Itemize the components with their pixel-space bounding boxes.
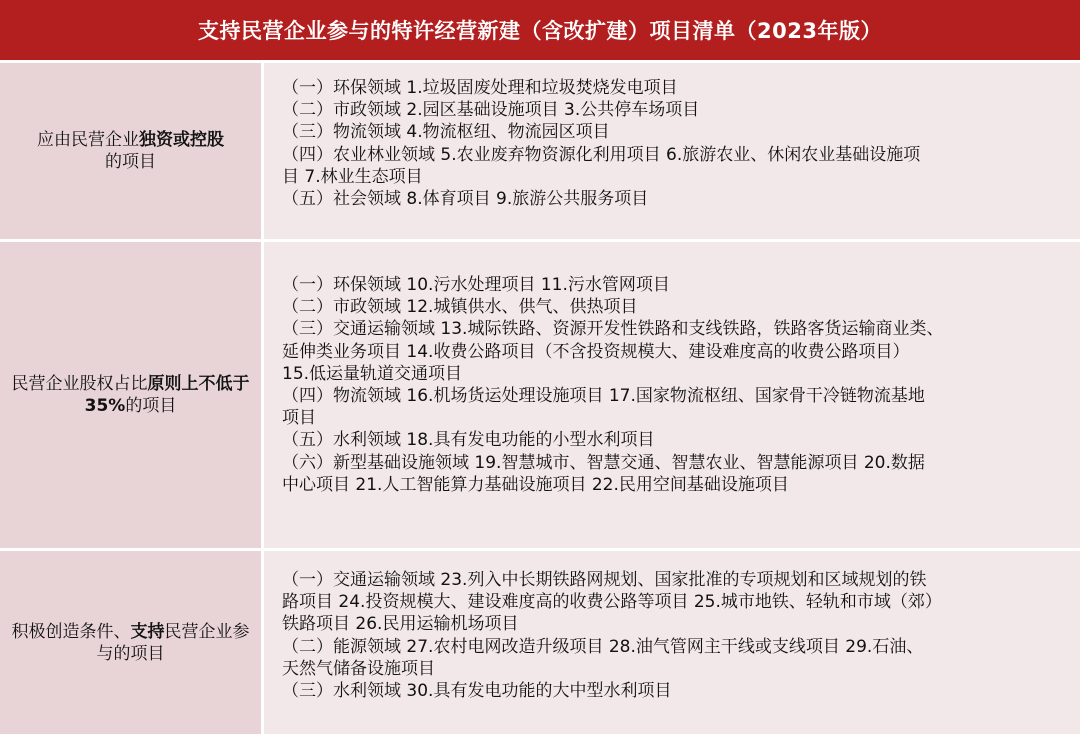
project-line: 中心项目 21.人工智能算力基础设施项目 22.民用空间基础设施项目 [282,474,789,495]
project-line: （六）新型基础设施领域 19.智慧城市、智慧交通、智慧农业、智慧能源项目 20.数据 [282,452,925,473]
category-emphasis: 支持 [130,621,165,642]
row-category [0,551,264,734]
table-title: 支持民营企业参与的特许经营新建（含改扩建）项目清单（2023年版） [0,0,1080,60]
row-category [0,63,264,239]
project-line: 目 7.林业生态项目 [282,166,423,187]
project-line: （三）交通运输领域 13.城际铁路、资源开发性铁路和支线铁路，铁路客货运输商业类、 [282,319,944,340]
project-line: （三）物流领域 4.物流枢纽、物流园区项目 [282,122,610,143]
project-line: （一）环保领域 1.垃圾固废处理和垃圾焚烧发电项目 [282,78,678,98]
project-line: 铁路项目 26.民用运输机场项目 [282,614,519,635]
project-line: （二）市政领域 2.园区基础设施项目 3.公共停车场项目 [282,100,700,121]
project-line: （一）交通运输领域 23.列入中长期铁路网规划、国家批准的专项规划和区域规划的铁 [282,570,927,590]
category-text: 的项目 [105,152,156,172]
project-line: （二）能源领域 27.农村电网改造升级项目 28.油气管网主干线或支线项目 29.石油、 [282,636,924,657]
project-line: （五）社会领域 8.体育项目 9.旅游公共服务项目 [282,189,649,210]
category-text: 民营企业参与的项目 [96,621,250,664]
table-row [0,63,1080,239]
category-emphasis: 独资或控股 [139,130,224,150]
category-text: 的项目 [125,396,177,416]
project-line: 路项目 24.投资规模大、建设难度高的收费公路等项目 25.城市地铁、轻轨和市域（郊） [282,592,942,613]
project-line: 天然气储备设施项目 [282,658,435,679]
category-emphasis: 原则上不低于35% [84,374,250,416]
project-line: 15.低运量轨道交通项目 [282,363,463,384]
category-text: 积极创造条件、 [11,621,131,642]
category-text: 民营企业股权占比 [11,374,148,394]
row-projects [264,63,1080,239]
project-line: （一）环保领域 10.污水处理项目 11.污水管网项目 [282,275,670,295]
category-text: 应由民营企业 [37,130,139,150]
table-row [0,242,1080,548]
row-category [0,242,264,548]
table-row [0,551,1080,734]
project-line: 延伸类业务项目 14.收费公路项目（不含投资规模大、建设难度高的收费公路项目） [282,341,910,362]
project-line: （四）农业林业领域 5.农业废弃物资源化利用项目 6.旅游农业、休闲农业基础设施项 [282,144,921,165]
row-projects [264,551,1080,734]
project-line: （四）物流领域 16.机场货运处理设施项目 17.国家物流枢纽、国家骨干冷链物流基地 [282,386,925,407]
project-line: （三）水利领域 30.具有发电功能的大中型水利项目 [282,681,672,702]
project-line: 项目 [282,408,316,429]
project-line: （二）市政领域 12.城镇供水、供气、供热项目 [282,297,638,318]
row-projects [264,242,1080,548]
project-line: （五）水利领域 18.具有发电功能的小型水利项目 [282,430,655,451]
